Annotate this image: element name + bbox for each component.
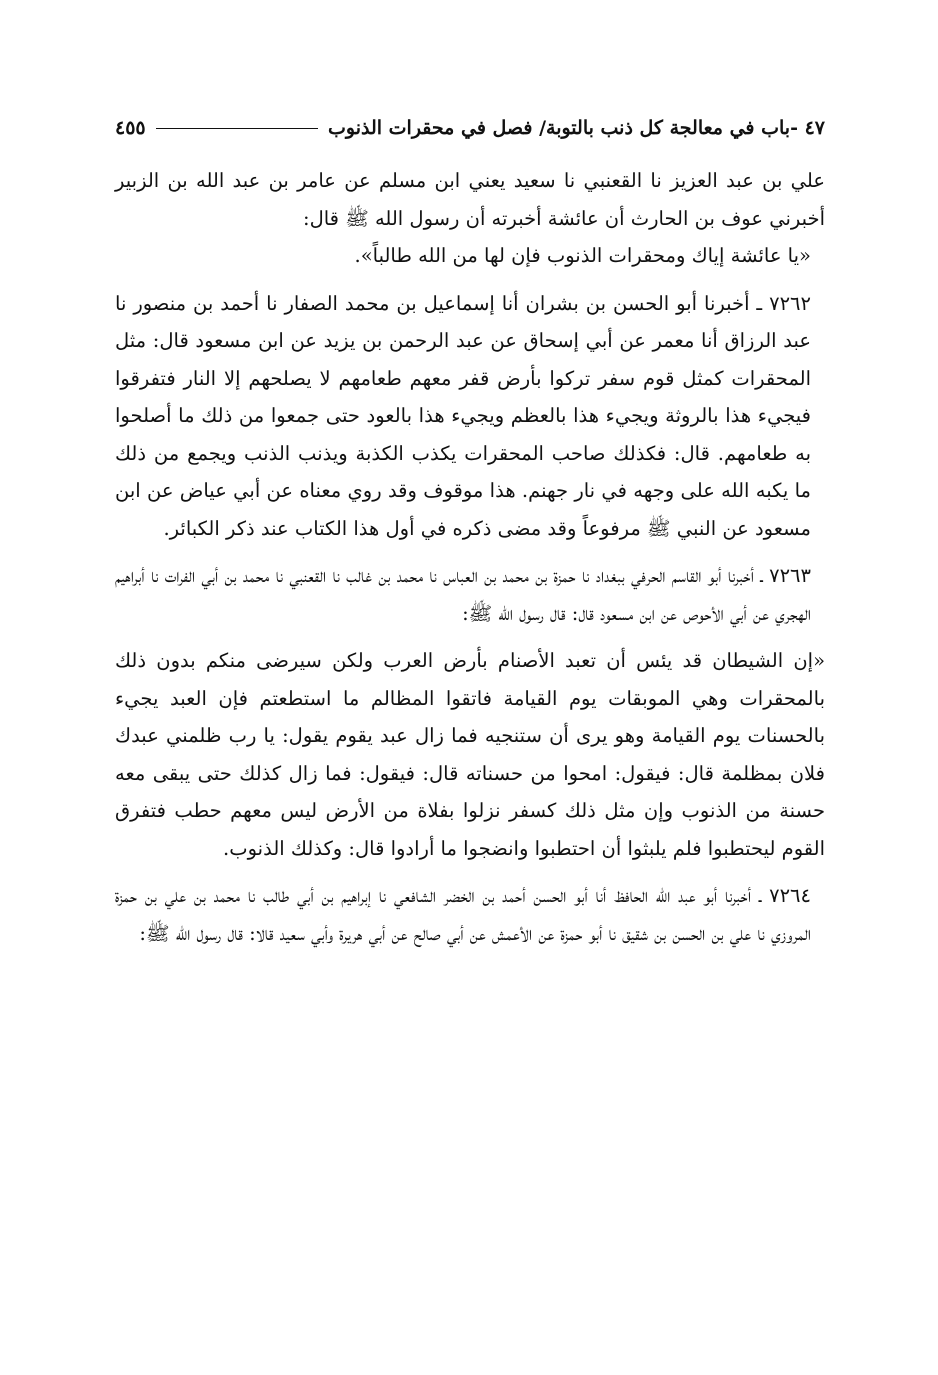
hadith-quote: «يا عائشة إياك ومحقرات الذنوب فإن لها من الله طالباً». bbox=[354, 244, 811, 267]
header-rule bbox=[156, 128, 318, 129]
book-page bbox=[115, 108, 825, 952]
hadith-7262: ٧٢٦٢ ـ أخبرنا أبو الحسن بن بشران أنا إسماعيل بن محمد الصفار نا أحمد بن منصور نا عبد الرزاق أنا معمر عن أبي إسحاق عن عبد الرحمن بن يزيد عن ابن مسعود قال: مثل المحقرات كمثل قوم سفر تركوا بأرض قفر معهم طعامهم لا يصلحهم إلا النار فتفرقوا فيجيء هذا بالروثة ويجيء هذا بالعظم ويجيء هذا بالعود حتى جمعوا من ذلك ما أصلحوا به طعامهم. قال: فكذلك صاحب المحقرات يكذب الكذبة ويذنب الذنب ويجمع من ذلك ما يكبه الله على وجهه في نار جهنم. هذا موقوف وقد روي معناه عن أبي عياض عن ابن مسعود عن النبي ﷺ مرفوعاً وقد مضى ذكره في أول هذا الكتاب عند ذكر الكبائر. bbox=[115, 291, 811, 540]
hadith-7264: ٧٢٦٤ ـ أخبرنا أبو عبد الله الحافظ أنا أبو الحسن أحمد بن الخضر الشافعي نا إبراهيم بن أبي طالب نا محمد بن علي بن حمزة المروزي نا علي بن الحسن بن شقيق نا أبو حمزة عن الأعمش عن أبي صالح عن أبي هريرة وأبي سعيد قالا: قال رسول الله ﷺ: bbox=[115, 884, 811, 945]
hadith-quote: «إن الشيطان قد يئس أن تعبد الأصنام بأرض العرب ولكن سيرضى منكم بدون ذلك بالمحقرات وهي الموبقات يوم القيامة فاتقوا المظالم ما استطعتم فإن العبد يجيء بالحسنات يوم القيامة وهو يرى أن ستنجيه فما زال عبد يقوم يقول: يا رب ظلمني عبدك فلان بمظلمة قال: فيقول: امحوا من حسناته قال: فيقول: فما زال كذلك حتى يبقى معه حسنة من الذنوب وإن مثل ذلك كسفر نزلوا بفلاة من الأرض ليس معهم حطب فتفرق القوم ليحتطبوا فلم يلبثوا أن احتطبوا وانضجوا ما أرادوا قال: وكذلك الذنوب. bbox=[115, 649, 825, 860]
running-header bbox=[115, 108, 825, 148]
page-number: ٤٥٥ bbox=[115, 117, 146, 139]
hadith-7263: ٧٢٦٣ ـ أخبرنا أبو القاسم الحرفي ببغداد نا حمزة بن محمد بن العباس نا محمد بن غالب نا القعنبي نا محمد بن أبي الفرات نا أبراهيم الهجري عن أبي الأحوص عن ابن مسعود قال: قال رسول الله ﷺ: bbox=[115, 564, 811, 625]
paragraph-continuation: علي بن عبد العزيز نا القعنبي نا سعيد يعني ابن مسلم عن عامر بن عبد الله بن الزبير أخبرني عوف بن الحارث أن عائشة أخبرته أن رسول الله ﷺ قال: bbox=[115, 169, 825, 230]
chapter-title: ٤٧ -باب في معالجة كل ذنب بالتوبة/ فصل في محقرات الذنوب bbox=[328, 117, 825, 139]
